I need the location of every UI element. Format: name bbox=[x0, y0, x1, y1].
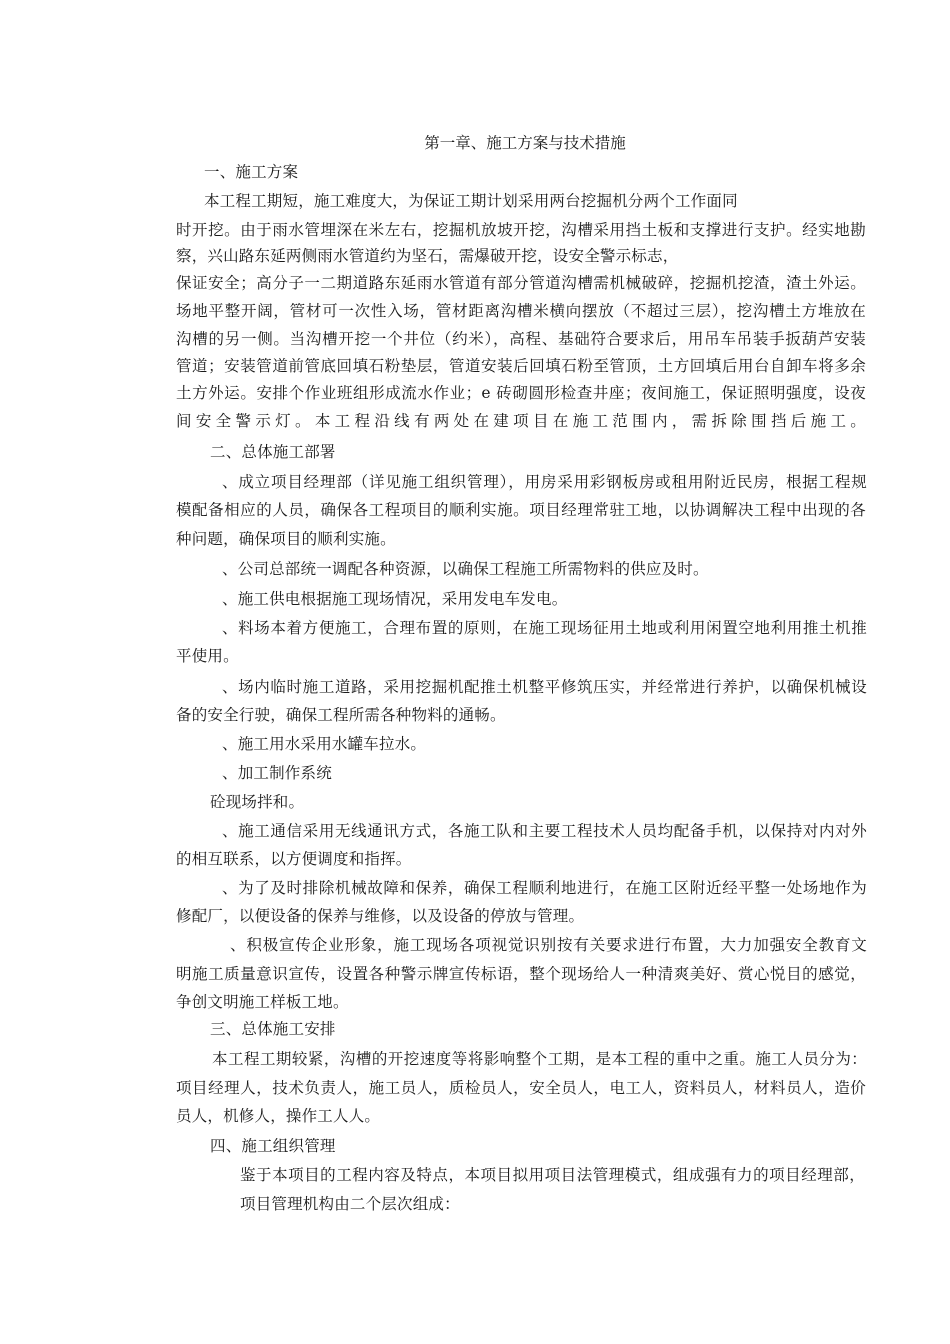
paragraph-line: 、积极宣传企业形象，施工现场各项视觉识别按有关要求进行布置，大力加强安全教育文 bbox=[230, 936, 867, 954]
paragraph-line: 察，兴山路东延两侧雨水管道约为坚石，需爆破开挖，设安全警示标志， bbox=[176, 247, 679, 265]
paragraph-line: 管道；安装管道前管底回填石粉垫层，管道安装后回填石粉至管顶，土方回填后用台自卸车将多余 bbox=[176, 357, 866, 375]
paragraph-line: 、为了及时排除机械故障和保养，确保工程顺利地进行，在施工区附近经平整一处场地作为 bbox=[222, 879, 867, 897]
paragraph-line: 的相互联系，以方便调度和指挥。 bbox=[176, 850, 412, 868]
section-heading-2: 二、总体施工部署 bbox=[210, 443, 336, 461]
paragraph-line: 、料场本着方便施工，合理布置的原则，在施工现场征用土地或利用闲置空地利用推土机推 bbox=[222, 619, 867, 637]
paragraph-line: 、施工用水采用水罐车拉水。 bbox=[222, 735, 427, 753]
paragraph-line: 本工程工期较紧，沟槽的开挖速度等将影响整个工期，是本工程的重中之重。施工人员分为： bbox=[212, 1050, 867, 1068]
paragraph-line: 明施工质量意识宣传，设置各种警示牌宣传标语，整个现场给人一种清爽美好、赏心悦目的感觉， bbox=[176, 965, 866, 983]
paragraph-line: 、成立项目经理部（详见施工组织管理），用房采用彩钢板房或租用附近民房，根据工程规 bbox=[222, 473, 867, 491]
paragraph-line: 平使用。 bbox=[176, 647, 239, 665]
paragraph-line: 项目管理机构由二个层次组成： bbox=[240, 1195, 460, 1213]
paragraph-line: 鉴于本项目的工程内容及特点，本项目拟用项目法管理模式，组成强有力的项目经理部， bbox=[240, 1166, 865, 1184]
paragraph-line: 、施工供电根据施工现场情况，采用发电车发电。 bbox=[222, 590, 568, 608]
paragraph-line: 争创文明施工样板工地。 bbox=[176, 993, 349, 1011]
section-heading-3: 三、总体施工安排 bbox=[210, 1020, 336, 1038]
paragraph-line: 、公司总部统一调配各种资源，以确保工程施工所需物料的供应及时。 bbox=[222, 560, 709, 578]
paragraph-line: 、施工通信采用无线通讯方式，各施工队和主要工程技术人员均配备手机，以保持对内对外 bbox=[222, 822, 867, 840]
section-heading-4: 四、施工组织管理 bbox=[210, 1137, 336, 1155]
paragraph-line: 种问题，确保项目的顺利实施。 bbox=[176, 530, 396, 548]
paragraph-line: 备的安全行驶，确保工程所需各种物料的通畅。 bbox=[176, 706, 506, 724]
paragraph-line: 保证安全；高分子一二期道路东延雨水管道有部分管道沟槽需机械破碎，挖掘机挖渣，渣土外运。 bbox=[176, 274, 866, 292]
paragraph-line: 砼现场拌和。 bbox=[210, 793, 305, 811]
chapter-title: 第一章、施工方案与技术措施 bbox=[424, 134, 626, 152]
paragraph-line: 间安全警示灯。本工程沿线有两处在建项目在施工范围内，需拆除围挡后施工。 bbox=[176, 412, 866, 430]
paragraph-line: 沟槽的另一侧。当沟槽开挖一个井位（约米），高程、基础符合要求后，用吊车吊装手扳葫芦安装 bbox=[176, 330, 866, 348]
paragraph-line: 、场内临时施工道路，采用挖掘机配推土机整平修筑压实，并经常进行养护，以确保机械设 bbox=[222, 678, 867, 696]
section-heading-1: 一、施工方案 bbox=[204, 163, 299, 181]
paragraph-line: 、加工制作系统 bbox=[222, 764, 332, 782]
paragraph-line: 员人，机修人，操作工人人。 bbox=[176, 1107, 381, 1125]
paragraph-line: 本工程工期短，施工难度大，为保证工期计划采用两台挖掘机分两个工作面同 bbox=[204, 192, 738, 210]
paragraph-line: 模配备相应的人员，确保各工程项目的顺利实施。项目经理常驻工地，以协调解决工程中出现的各 bbox=[176, 501, 866, 519]
paragraph-line: 修配厂，以便设备的保养与维修，以及设备的停放与管理。 bbox=[176, 907, 585, 925]
paragraph-line: 土方外运。安排个作业班组形成流水作业；e 砖砌圆形检查井座；夜间施工，保证照明强度，设夜 bbox=[176, 384, 866, 402]
paragraph-line: 场地平整开阔，管材可一次性入场，管材距离沟槽米横向摆放（不超过三层），挖沟槽土方堆放在 bbox=[176, 302, 866, 320]
paragraph-line: 时开挖。由于雨水管埋深在米左右，挖掘机放坡开挖，沟槽采用挡土板和支撑进行支护。经实地勘 bbox=[176, 221, 866, 239]
paragraph-line: 项目经理人，技术负责人，施工员人，质检员人，安全员人，电工人，资料员人，材料员人，造价 bbox=[176, 1079, 866, 1097]
